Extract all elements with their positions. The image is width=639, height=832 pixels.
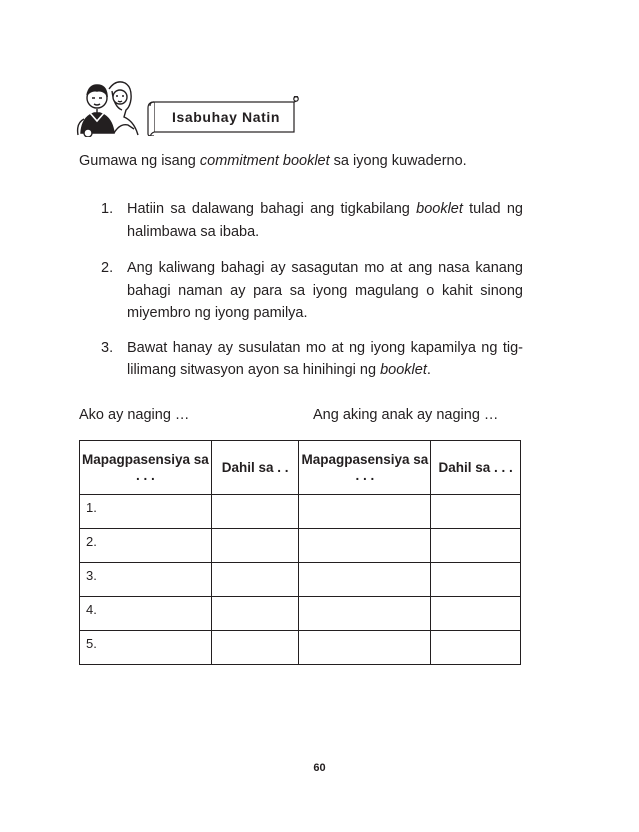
caption-parent: Ang aking anak ay naging … <box>313 407 499 423</box>
table-row <box>80 495 521 529</box>
table-cell <box>299 563 431 597</box>
table-cell <box>299 597 431 631</box>
table-cell <box>211 597 299 631</box>
table-cell <box>299 529 431 563</box>
table-cell <box>431 529 521 563</box>
row-number: 1. <box>80 495 212 529</box>
table-cell <box>431 563 521 597</box>
table-cell <box>431 597 521 631</box>
row-number: 2. <box>80 529 212 563</box>
table-cell <box>211 495 299 529</box>
row-number: 5. <box>80 631 212 665</box>
table-cell <box>431 631 521 665</box>
column-header: Dahil sa . . <box>211 441 299 495</box>
instruction-list <box>101 198 523 394</box>
list-item: 2. Ang kaliwang bahagi ay sasagutan mo at ang nasa kanang bahagi naman ay para sa iyong magulang o kahit sinong miyembro ng iyong pamilya. <box>101 260 523 321</box>
column-header: Dahil sa . . . <box>431 441 521 495</box>
caption-child: Ako ay naging … <box>79 407 190 423</box>
list-item: 1. Hatiin sa dalawang bahagi ang tigkabilang booklet tulad ng halimbawa sa ibaba. <box>101 201 523 240</box>
table-row <box>80 597 521 631</box>
table-row <box>80 631 521 665</box>
page-number: 60 <box>313 762 326 774</box>
table-cell <box>299 495 431 529</box>
list-item: 3. Bawat hanay ay susulatan mo at ng iyong kapamilya ng tig-lilimang sitwasyon ayon sa hinihingi ng booklet. <box>101 339 523 378</box>
column-header: Mapagpasensiya sa . . . <box>299 441 431 495</box>
row-number: 3. <box>80 563 212 597</box>
intro-text: Gumawa ng isang commitment booklet sa iyong kuwaderno. <box>79 153 467 169</box>
table-cell <box>211 631 299 665</box>
table-row <box>80 563 521 597</box>
table-cell <box>211 529 299 563</box>
table-cell <box>211 563 299 597</box>
table-cell <box>299 631 431 665</box>
section-title: Isabuhay Natin <box>172 109 280 125</box>
column-header: Mapagpasensiya sa . . . <box>80 441 212 495</box>
table-row <box>80 529 521 563</box>
row-number: 4. <box>80 597 212 631</box>
table-header-row <box>80 441 521 495</box>
commitment-table <box>79 440 521 665</box>
table-cell <box>431 495 521 529</box>
